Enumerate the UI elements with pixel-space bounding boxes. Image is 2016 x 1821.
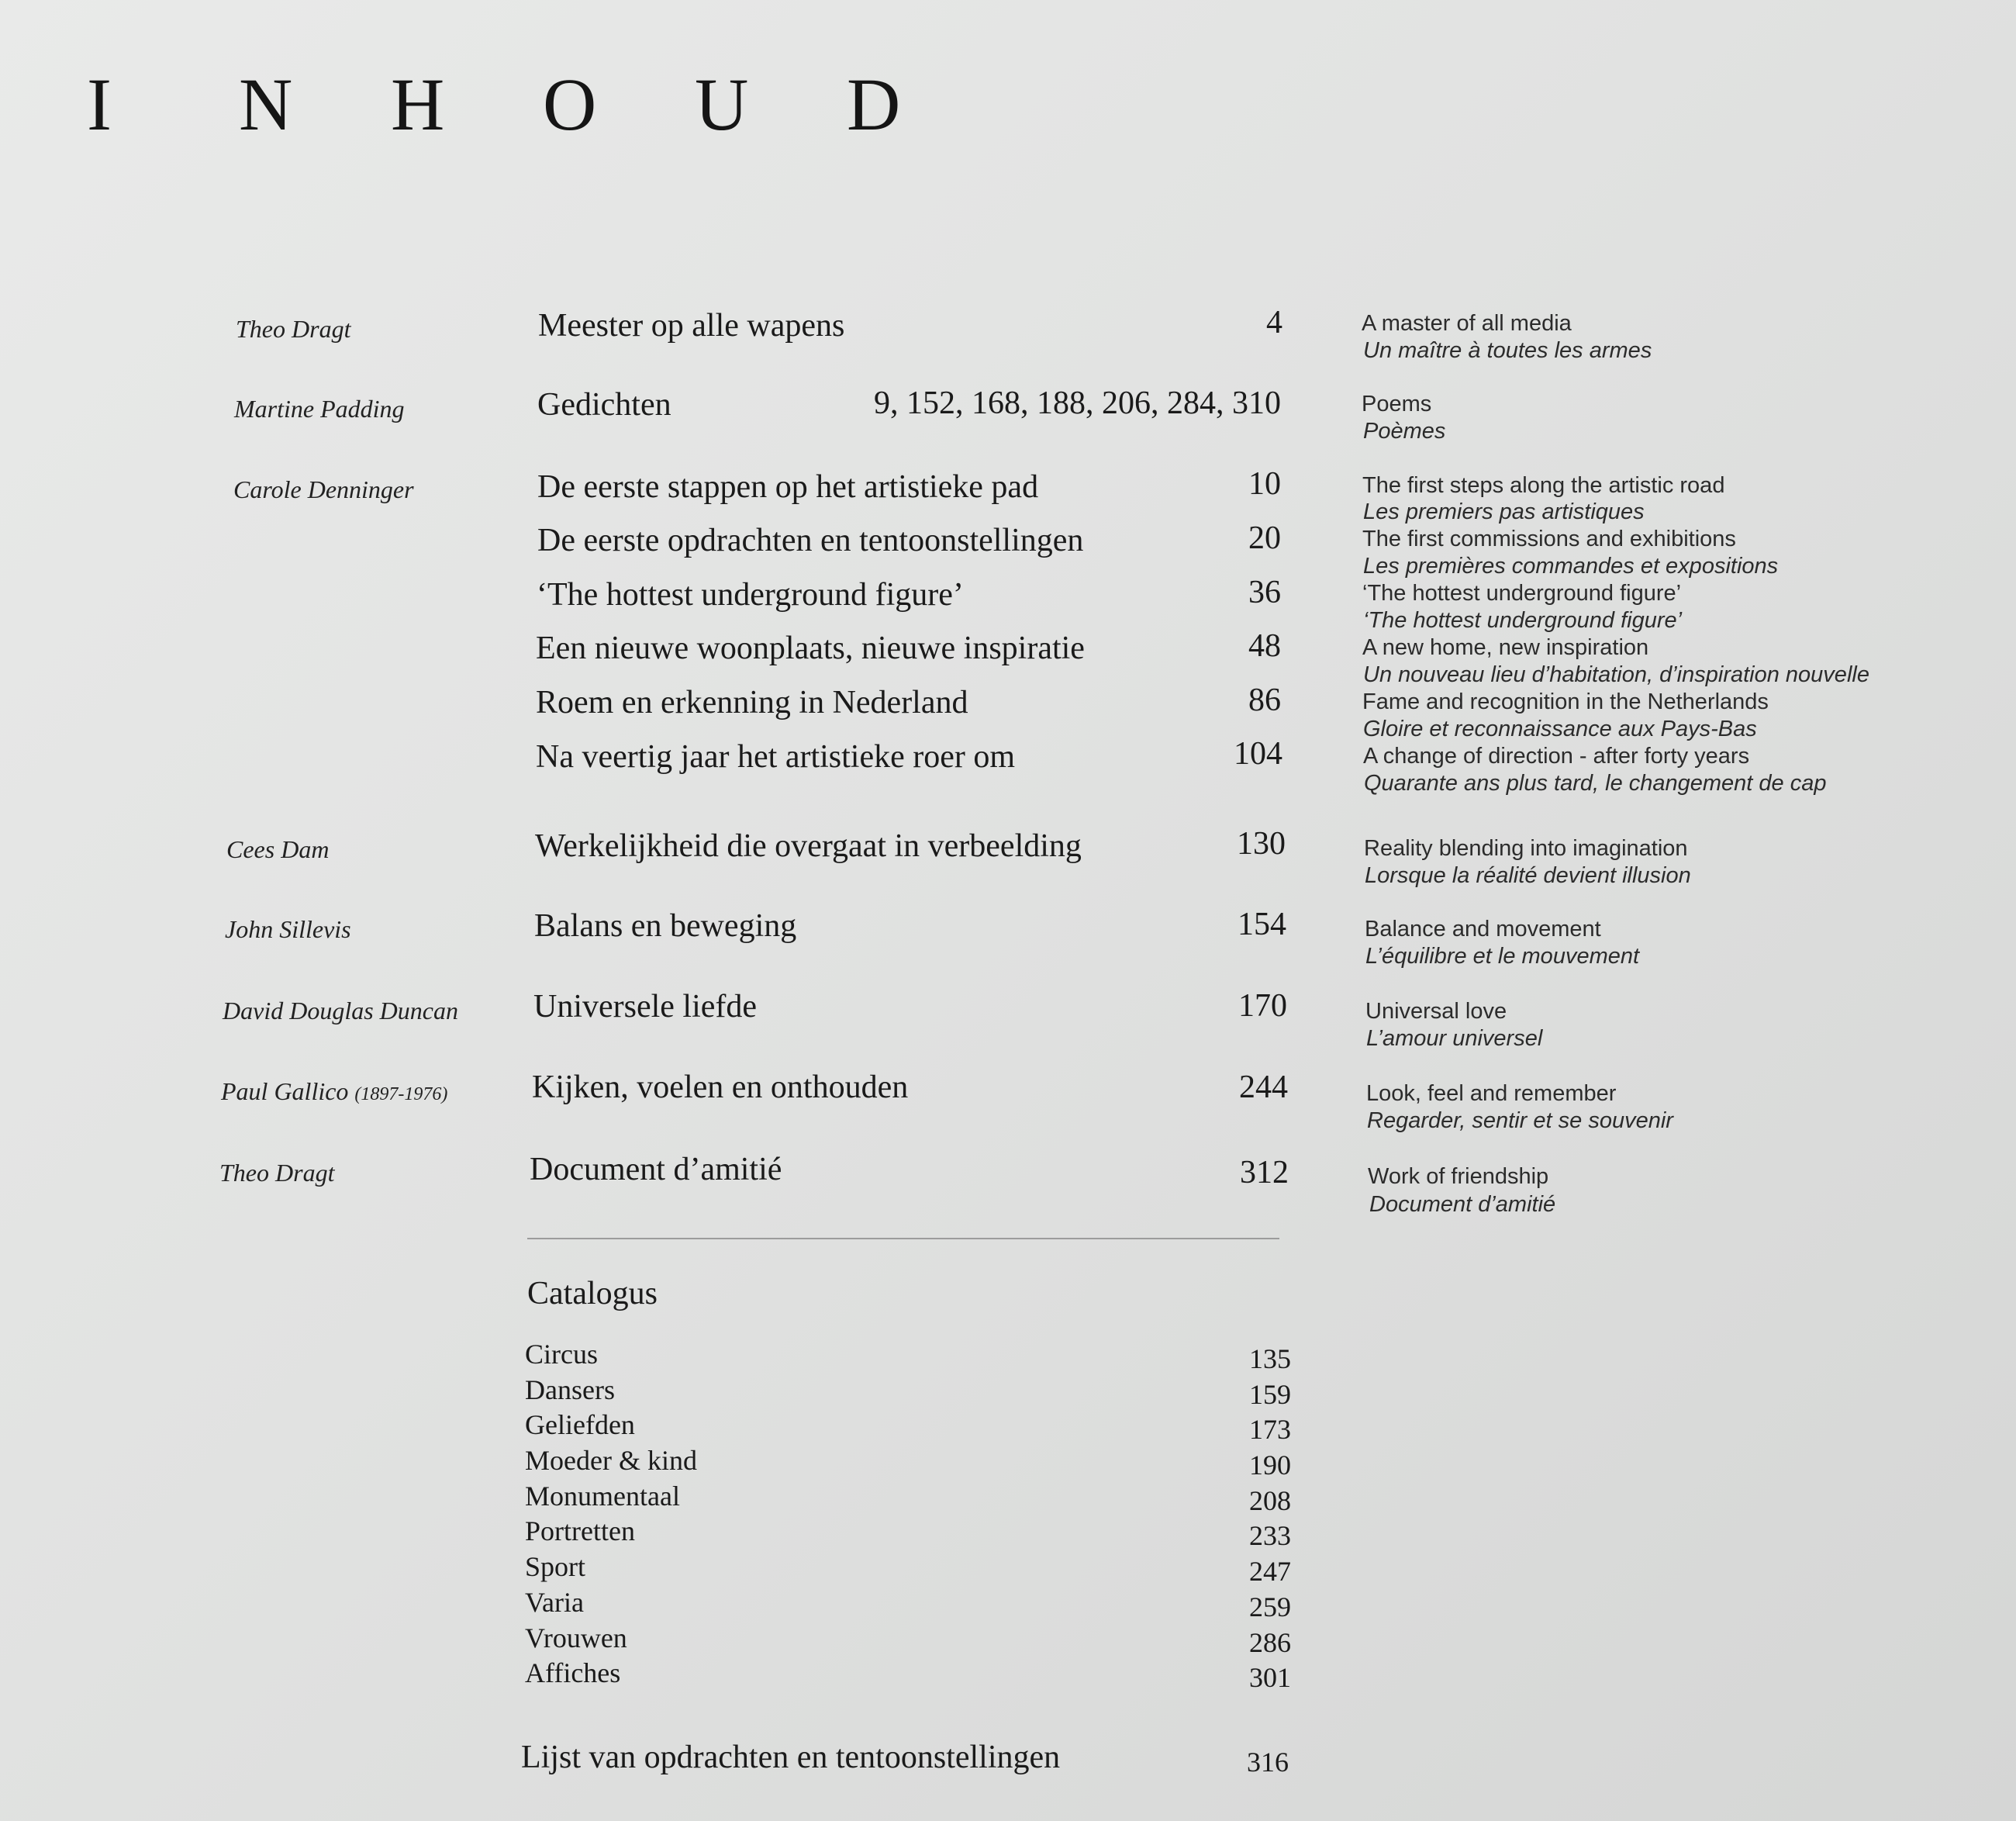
catalogue-item[interactable] bbox=[525, 1514, 1291, 1550]
chapter-title-fr: L’amour universel bbox=[1366, 1026, 1543, 1051]
author-name: David Douglas Duncan bbox=[223, 997, 458, 1025]
catalogue-item-label: Monumentaal bbox=[525, 1480, 680, 1512]
chapter-title-nl[interactable]: Universele liefde bbox=[533, 989, 758, 1025]
chapter-title-en: Fame and recognition in the Netherlands bbox=[1362, 689, 1769, 714]
catalogue-item-page: 190 bbox=[1249, 1450, 1291, 1481]
chapter-title-fr: Lorsque la réalité devient illusion bbox=[1365, 863, 1691, 888]
catalogue-item[interactable] bbox=[525, 1621, 1291, 1657]
section-divider bbox=[527, 1238, 1279, 1239]
catalogue-item-label: Circus bbox=[525, 1339, 598, 1370]
catalogue-item[interactable] bbox=[525, 1550, 1291, 1588]
catalogue-item-label: Sport bbox=[525, 1551, 586, 1583]
catalogue-item-label: Geliefden bbox=[525, 1409, 635, 1441]
catalogue-list bbox=[525, 1337, 1291, 1694]
title-letter: D bbox=[847, 63, 901, 146]
author-years: (1897-1976) bbox=[354, 1084, 448, 1104]
chapter-title-fr: ‘The hottest underground figure’ bbox=[1363, 608, 1683, 633]
title-letter: O bbox=[543, 63, 597, 146]
chapter-title-nl[interactable]: Document d’amitié bbox=[530, 1152, 782, 1187]
author-name: Cees Dam bbox=[226, 835, 330, 863]
catalogue-item[interactable] bbox=[525, 1408, 1291, 1446]
chapter-title-fr: Les premières commandes et expositions bbox=[1363, 554, 1779, 579]
chapter-title-en: Look, feel and remember bbox=[1366, 1081, 1617, 1106]
chapter-page[interactable]: 4 bbox=[1266, 305, 1282, 340]
catalogue-item-label: Dansers bbox=[525, 1374, 615, 1405]
chapter-page[interactable]: 130 bbox=[1237, 826, 1286, 862]
catalogue-item[interactable] bbox=[525, 1373, 1291, 1408]
catalogue-item-page: 208 bbox=[1249, 1484, 1291, 1516]
title-letter: N bbox=[239, 63, 293, 146]
chapter-title-fr: Document d’amitié bbox=[1369, 1192, 1556, 1217]
appendix-title[interactable]: Lijst van opdrachten en tentoonstellingen bbox=[521, 1740, 1061, 1775]
chapter-title-fr: Un nouveau lieu d’habitation, d’inspiration nouvelle bbox=[1363, 662, 1869, 687]
chapter-title-nl[interactable]: De eerste stappen op het artistieke pad bbox=[537, 469, 1039, 505]
chapter-title-fr: L’équilibre et le mouvement bbox=[1365, 944, 1640, 969]
chapter-title-en: Balance and movement bbox=[1365, 917, 1601, 942]
chapter-title-en: A master of all media bbox=[1362, 311, 1572, 336]
chapter-title-nl[interactable]: Gedichten bbox=[537, 387, 671, 423]
author-name: Carole Denninger bbox=[233, 475, 414, 503]
catalogue-item-page: 159 bbox=[1249, 1378, 1291, 1410]
author-name: John Sillevis bbox=[225, 915, 351, 943]
chapter-title-nl[interactable]: Balans en beweging bbox=[534, 908, 797, 944]
chapter-title-en: A new home, new inspiration bbox=[1362, 635, 1649, 660]
chapter-title-fr: Les premiers pas artistiques bbox=[1363, 499, 1645, 524]
chapter-page[interactable]: 170 bbox=[1238, 988, 1287, 1024]
catalogue-item[interactable] bbox=[525, 1479, 1291, 1515]
catalogue-item-page: 259 bbox=[1249, 1591, 1291, 1622]
chapter-page[interactable]: 9, 152, 168, 188, 206, 284, 310 bbox=[874, 385, 1281, 421]
chapter-page[interactable]: 86 bbox=[1248, 682, 1281, 718]
chapter-page[interactable]: 244 bbox=[1239, 1069, 1288, 1105]
chapter-page[interactable]: 48 bbox=[1248, 628, 1281, 664]
chapter-title-en: ‘The hottest underground figure’ bbox=[1362, 581, 1682, 606]
chapter-title-nl[interactable]: Kijken, voelen en onthouden bbox=[532, 1069, 909, 1105]
author-name bbox=[221, 1076, 447, 1110]
chapter-title-en: Work of friendship bbox=[1368, 1164, 1549, 1189]
chapter-title-en: The first commissions and exhibitions bbox=[1362, 527, 1736, 551]
catalogue-item-label: Varia bbox=[525, 1586, 584, 1618]
catalogue-item[interactable] bbox=[525, 1585, 1291, 1621]
chapter-page[interactable]: 154 bbox=[1238, 907, 1286, 942]
catalogue-heading: Catalogus bbox=[527, 1276, 658, 1311]
catalogue-item-label: Portretten bbox=[525, 1515, 635, 1547]
author-name-text: Paul Gallico bbox=[221, 1077, 349, 1105]
author-name: Theo Dragt bbox=[219, 1159, 335, 1187]
catalogue-item-page: 173 bbox=[1249, 1414, 1291, 1446]
chapter-title-nl[interactable]: Een nieuwe woonplaats, nieuwe inspiratie bbox=[536, 631, 1085, 666]
chapter-title-nl[interactable]: De eerste opdrachten en tentoonstellingen bbox=[537, 523, 1084, 558]
catalogue-item-page: 135 bbox=[1249, 1343, 1291, 1374]
chapter-page[interactable]: 104 bbox=[1234, 736, 1282, 772]
catalogue-item[interactable] bbox=[525, 1337, 1291, 1373]
chapter-page[interactable]: 312 bbox=[1240, 1155, 1289, 1190]
catalogue-item[interactable] bbox=[525, 1656, 1291, 1694]
title-letter: U bbox=[695, 63, 749, 146]
catalogue-item-page: 286 bbox=[1249, 1626, 1291, 1658]
appendix-page[interactable]: 316 bbox=[1247, 1747, 1289, 1778]
chapter-page[interactable]: 36 bbox=[1248, 575, 1281, 610]
chapter-title-en: Universal love bbox=[1365, 999, 1507, 1024]
chapter-page[interactable]: 20 bbox=[1248, 520, 1281, 556]
catalogue-item-page: 247 bbox=[1249, 1556, 1291, 1588]
catalogue-item[interactable] bbox=[525, 1443, 1291, 1479]
page-title bbox=[87, 62, 999, 147]
author-name: Martine Padding bbox=[234, 395, 405, 423]
catalogue-item-page: 301 bbox=[1249, 1662, 1291, 1694]
catalogue-item-page: 233 bbox=[1249, 1520, 1291, 1552]
chapter-title-nl[interactable]: Meester op alle wapens bbox=[538, 308, 845, 344]
chapter-title-fr: Gloire et reconnaissance aux Pays-Bas bbox=[1363, 717, 1757, 741]
chapter-title-en: Reality blending into imagination bbox=[1364, 836, 1688, 861]
chapter-title-nl[interactable]: ‘The hottest underground figure’ bbox=[537, 577, 964, 613]
chapter-title-fr: Regarder, sentir et se souvenir bbox=[1367, 1108, 1673, 1133]
title-letter: H bbox=[391, 63, 445, 146]
chapter-title-fr: Poèmes bbox=[1363, 419, 1446, 444]
chapter-title-nl[interactable]: Werkelijkheid die overgaat in verbeelding bbox=[535, 828, 1082, 864]
title-letter: I bbox=[87, 63, 112, 146]
chapter-title-nl[interactable]: Na veertig jaar het artistieke roer om bbox=[536, 739, 1016, 775]
chapter-title-en: A change of direction - after forty years bbox=[1363, 744, 1750, 769]
chapter-title-fr: Quarante ans plus tard, le changement de cap bbox=[1364, 771, 1827, 796]
chapter-title-en: Poems bbox=[1362, 392, 1432, 416]
chapter-title-en: The first steps along the artistic road bbox=[1362, 473, 1725, 498]
catalogue-item-label: Moeder & kind bbox=[525, 1445, 697, 1477]
catalogue-item-label: Vrouwen bbox=[525, 1622, 627, 1653]
chapter-title-fr: Un maître à toutes les armes bbox=[1363, 338, 1652, 363]
chapter-title-nl[interactable]: Roem en erkenning in Nederland bbox=[536, 685, 968, 720]
chapter-page[interactable]: 10 bbox=[1248, 466, 1281, 502]
author-name: Theo Dragt bbox=[236, 315, 351, 343]
catalogue-item-label: Affiches bbox=[525, 1657, 621, 1689]
